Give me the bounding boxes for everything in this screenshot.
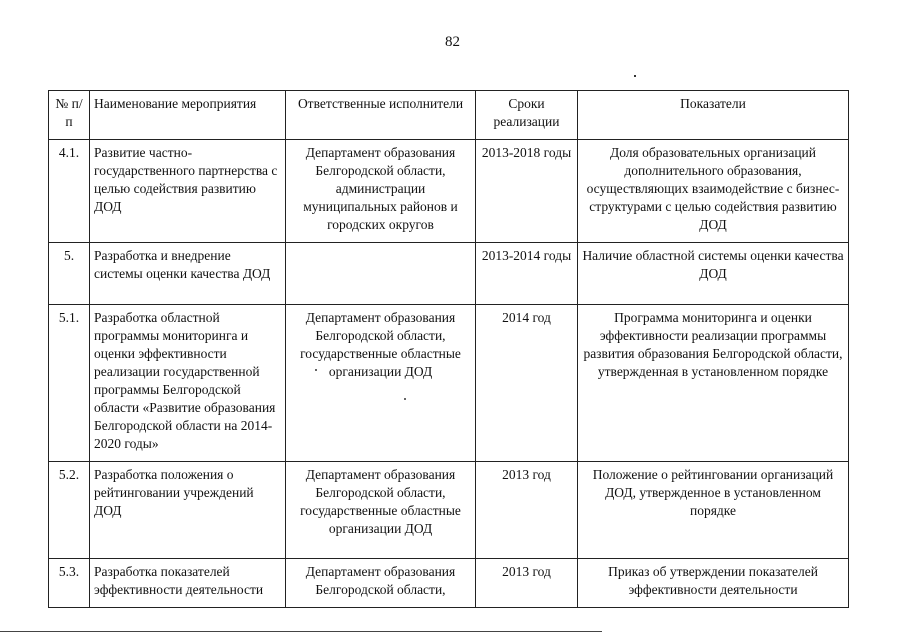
table-row <box>49 305 849 462</box>
header-terms: Сроки реализации <box>476 91 578 140</box>
header-responsible: Ответственные исполнители <box>286 91 476 140</box>
row-name: Разработка и внедрение системы оценки качества ДОД <box>90 243 286 305</box>
row-num: 5.2. <box>49 462 90 559</box>
row-indicators: Доля образовательных организаций дополнительного образования, осуществляющих взаимодействие с бизнес-структурами с целью содействия развитию ДОД <box>578 140 849 243</box>
scan-dot <box>634 75 636 77</box>
row-name: Разработка показателей эффективности деятельности <box>90 559 286 608</box>
row-num: 5.1. <box>49 305 90 462</box>
row-num: 4.1. <box>49 140 90 243</box>
row-indicators: Наличие областной системы оценки качества ДОД <box>578 243 849 305</box>
row-name: Развитие частно-государственного партнерства с целью содействия развитию ДОД <box>90 140 286 243</box>
table-row <box>49 462 849 559</box>
table-row <box>49 559 849 608</box>
row-terms: 2013-2014 годы <box>476 243 578 305</box>
table-row <box>49 140 849 243</box>
row-terms: 2014 год <box>476 305 578 462</box>
row-responsible: Департамент образования Белгородской области, <box>286 559 476 608</box>
table-header-row <box>49 91 849 140</box>
row-terms: 2013-2018 годы <box>476 140 578 243</box>
row-terms: 2013 год <box>476 462 578 559</box>
header-name: Наименование мероприятия <box>90 91 286 140</box>
row-responsible <box>286 243 476 305</box>
row-indicators: Приказ об утверждении показателей эффективности деятельности <box>578 559 849 608</box>
header-num: № п/п <box>49 91 90 140</box>
row-indicators: Положение о рейтинговании организаций ДОД, утвержденное в установленном порядке <box>578 462 849 559</box>
row-num: 5.3. <box>49 559 90 608</box>
row-terms: 2013 год <box>476 559 578 608</box>
table-row <box>49 243 849 305</box>
action-plan-table <box>48 90 849 608</box>
row-num: 5. <box>49 243 90 305</box>
page-number: 82 <box>445 34 460 50</box>
row-name: Разработка областной программы мониторинга и оценки эффективности реализации государственной программы Белгородской области «Развитие образования Белгородской области на 2014-2020 годы» <box>90 305 286 462</box>
row-name: Разработка положения о рейтинговании учреждений ДОД <box>90 462 286 559</box>
row-responsible: Департамент образования Белгородской области, администрации муниципальных районов и городских округов <box>286 140 476 243</box>
row-indicators: Программа мониторинга и оценки эффективности реализации программы развития образования Белгородской области, утвержденная в установленном порядке <box>578 305 849 462</box>
header-indicators: Показатели <box>578 91 849 140</box>
row-responsible: Департамент образования Белгородской области, государственные областные организации ДОД <box>286 462 476 559</box>
row-responsible: Департамент образования Белгородской области, государственные областные организации ДОД <box>286 305 476 462</box>
footer-rule <box>0 631 602 632</box>
